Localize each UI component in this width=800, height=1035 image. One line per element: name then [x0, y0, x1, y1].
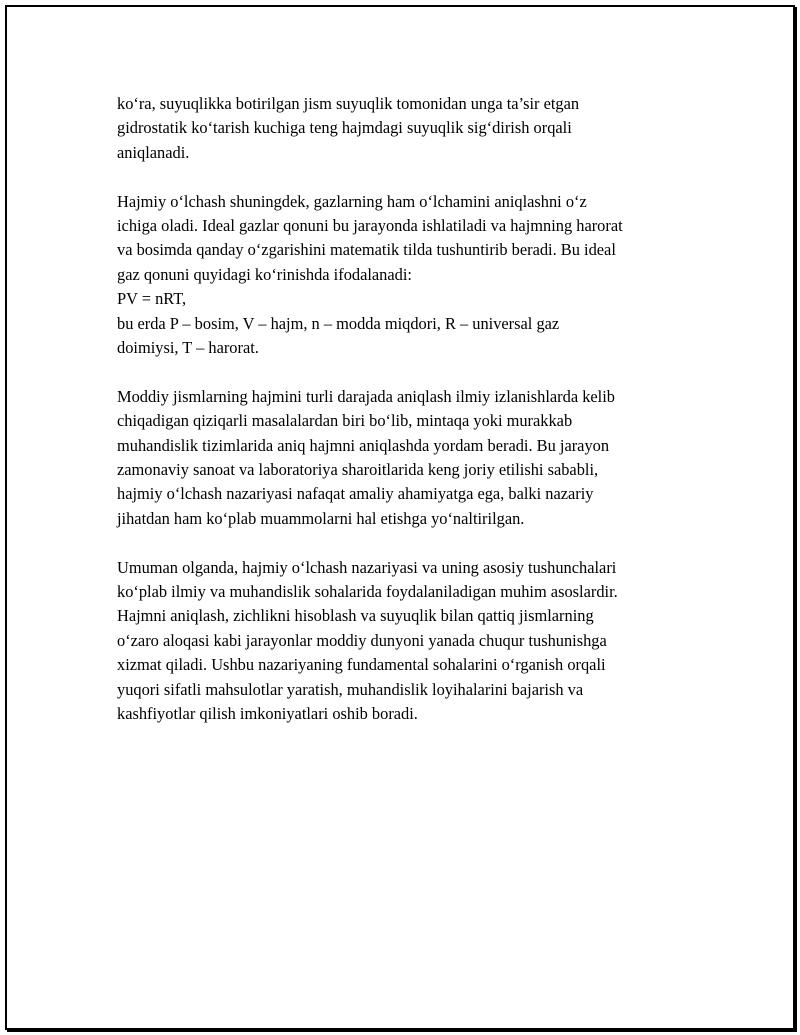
text-line: bu erda P – bosim, V – hajm, n – modda miqdori, R – universal gaz [117, 313, 560, 333]
text-line: gaz qonuni quyidagi ko‘rinishda ifodalanadi: [117, 264, 412, 284]
formula-line: PV = nRT, [117, 289, 187, 309]
paragraph-ideal-gas [117, 190, 697, 361]
text-line: doimiysi, T – harorat. [117, 338, 259, 358]
text-line: Umuman olganda, hajmiy o‘lchash nazariyasi va uning asosiy tushunchalari [117, 557, 617, 577]
text-line: ko‘plab ilmiy va muhandislik sohalarida foydalaniladigan muhim asoslardir. [117, 582, 618, 602]
text-line: o‘zaro aloqasi kabi jarayonlar moddiy dunyoni yanada chuqur tushunishga [117, 630, 607, 650]
text-line: yuqori sifatli mahsulotlar yaratish, muhandislik loyihalarini bajarish va [117, 679, 584, 699]
paragraph-conclusion [117, 556, 697, 727]
text-line: jihatdan ham ko‘plab muammolarni hal etishga yo‘naltirilgan. [117, 508, 525, 528]
text-line: hajmiy o‘lchash nazariyasi nafaqat amaliy ahamiyatga ega, balki nazariy [117, 484, 594, 504]
paragraph-archimedes [117, 92, 697, 165]
text-line: aniqlanadi. [117, 142, 190, 162]
text-line: zamonaviy sanoat va laboratoriya sharoitlarida keng joriy etilishi sababli, [117, 460, 599, 480]
text-line: Moddiy jismlarning hajmini turli darajada aniqlash ilmiy izlanishlarda kelib [117, 386, 615, 406]
text-line: gidrostatik ko‘tarish kuchiga teng hajmdagi suyuqlik sig‘dirish orqali [117, 118, 572, 138]
text-line: chiqadigan qiziqarli masalalardan biri bo‘lib, mintaqa yoki murakkab [117, 411, 573, 431]
text-line: kashfiyotlar qilish imkoniyatlari oshib boradi. [117, 704, 418, 724]
text-line: ko‘ra, suyuqlikka botirilgan jism suyuqlik tomonidan unga ta’sir etgan [117, 94, 580, 113]
text-line: muhandislik tizimlarida aniq hajmni aniqlashda yordam beradi. Bu jarayon [117, 435, 610, 455]
text-line: Hajmni aniqlash, zichlikni hisoblash va suyuqlik bilan qattiq jismlarning [117, 606, 594, 626]
text-line: xizmat qiladi. Ushbu nazariyaning fundamental sohalarini o‘rganish orqali [117, 655, 606, 675]
text-line: ichiga oladi. Ideal gazlar qonuni bu jarayonda ishlatiladi va hajmning harorat [117, 216, 623, 236]
text-line: va bosimda qanday o‘zgarishini matematik tilda tushuntirib beradi. Bu ideal [117, 240, 616, 260]
paragraph-volume-determination [117, 385, 697, 531]
document-body [117, 92, 697, 751]
text-line: Hajmiy o‘lchash shuningdek, gazlarning ham o‘lchamini aniqlashni o‘z [117, 191, 587, 211]
